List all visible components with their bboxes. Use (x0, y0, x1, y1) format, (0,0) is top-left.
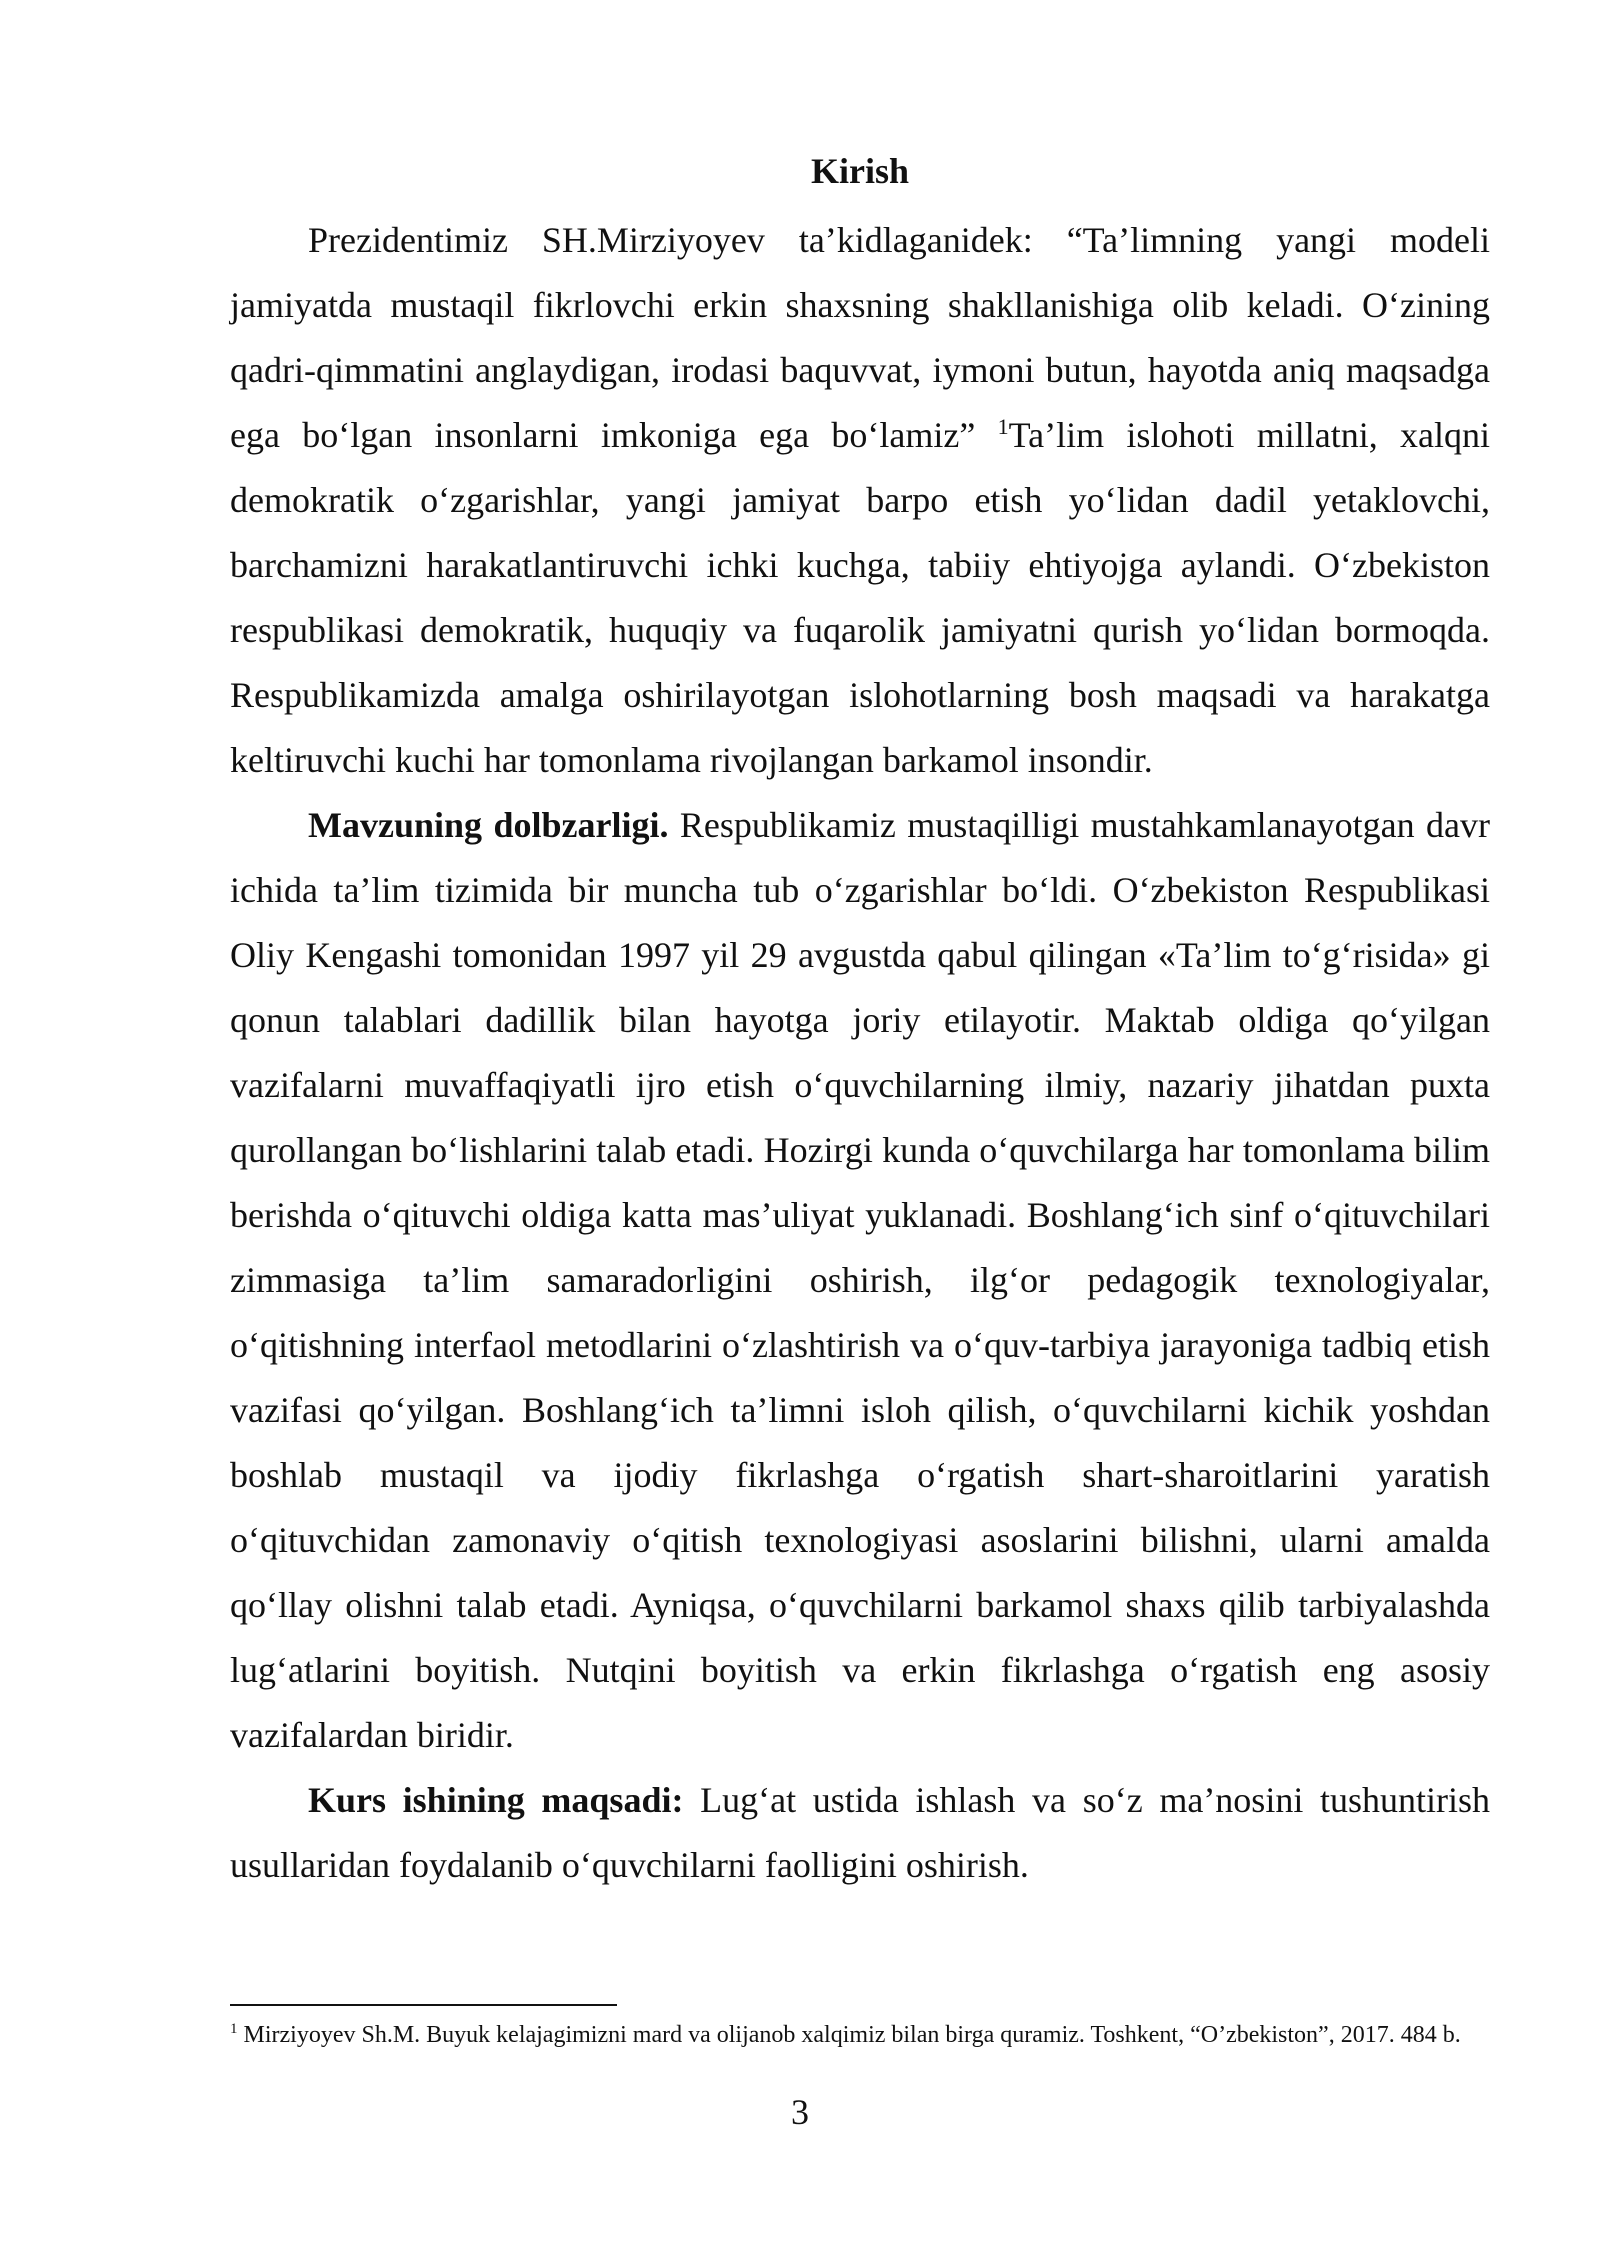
page-number: 3 (791, 2092, 809, 2132)
paragraph-relevance (230, 793, 1490, 1768)
paragraph-lead: Mavzuning dolbzarligi. (308, 805, 669, 845)
footnote-mark: 1 (230, 2021, 238, 2037)
paragraph-lead: Kurs ishining maqsadi: (308, 1780, 684, 1820)
paragraph-text: Prezidentimiz SH.Mirziyoyev ta’kidlaganidek: “Ta’limning yangi modeli jamiyatda mustaqil fikrlovchi erkin shaxsning shakllanishiga olib keladi. O‘zining qadri-qimmatini anglaydigan, irodasi baquvvat, iymoni butun, hayotda aniq maqsadga ega bo‘lgan insonlarni imkoniga ega bo‘lamiz” (230, 220, 1490, 455)
paragraph-text: Ta’lim islohoti millatni, xalqni demokratik o‘zgarishlar, yangi jamiyat barpo etish yo‘lidan dadil yetaklovchi, barchamizni harakatlantiruvchi ichki kuchga, tabiiy ehtiyojga aylandi. O‘zbekiston respublikasi demokratik, huquqiy va fuqarolik jamiyatni qurish yo‘lidan bormoqda. Respublikamizda amalga oshirilayotgan islohotlarning bosh maqsadi va harakatga keltiruvchi kuchi har tomonlama rivojlangan barkamol insondir. (230, 415, 1490, 780)
body-text (230, 208, 1490, 1898)
footnote (230, 2020, 1490, 2051)
paragraph-intro (230, 208, 1490, 793)
footnote-separator (230, 2004, 617, 2006)
paragraph-text: Respublikamiz mustaqilligi mustahkamlanayotgan davr ichida ta’lim tizimida bir muncha tub o‘zgarishlar bo‘ldi. O‘zbekiston Respublikasi Oliy Kengashi tomonidan 1997 yil 29 avgustda qabul qilingan «Ta’lim to‘g‘risida» gi qonun talablari dadillik bilan hayotga joriy etilayotir. Maktab oldiga qo‘yilgan vazifalarni muvaffaqiyatli ijro etish o‘quvchilarning ilmiy, nazariy jihatdan puxta qurollangan bo‘lishlarini talab etadi. Hozirgi kunda o‘quvchilarga har tomonlama bilim berishda o‘qituvchi oldiga katta mas’uliyat yuklanadi. Boshlang‘ich sinf o‘qituvchilari zimmasiga ta’lim samaradorligini oshirish, ilg‘or pedagogik texnologiyalar, o‘qitishning interfaol metodlarini o‘zlashtirish va o‘quv-tarbiya jarayoniga tadbiq etish vazifasi qo‘yilgan. Boshlang‘ich ta’limni isloh qilish, o‘quvchilarni kichik yoshdan boshlab mustaqil va ijodiy fikrlashga o‘rgatish shart-sharoitlarini yaratish o‘qituvchidan zamonaviy o‘qitish texnologiyasi asoslarini bilishni, ularni amalda qo‘llay olishni talab etadi. Ayniqsa, o‘quvchilarni barkamol shaxs qilib tarbiyalashda lug‘atlarini boyitish. Nutqini boyitish va erkin fikrlashga o‘rgatish eng asosiy vazifalardan biridir. (230, 805, 1490, 1755)
section-heading: Kirish (810, 151, 909, 191)
paragraph-goal (230, 1768, 1490, 1898)
footnote-reference: 1 (997, 414, 1009, 439)
paragraph-text: Lug‘at ustida ishlash va so‘z ma’nosini tushuntirish usullaridan foydalanib o‘quvchilarni faolligini oshirish. (230, 1780, 1491, 1885)
footnote-text: Mirziyoyev Sh.M. Buyuk kelajagimizni mard va olijanob xalqimiz bilan birga quramiz. Toshkent, “O’zbekiston”, 2017. 484 b. (237, 2022, 1461, 2048)
